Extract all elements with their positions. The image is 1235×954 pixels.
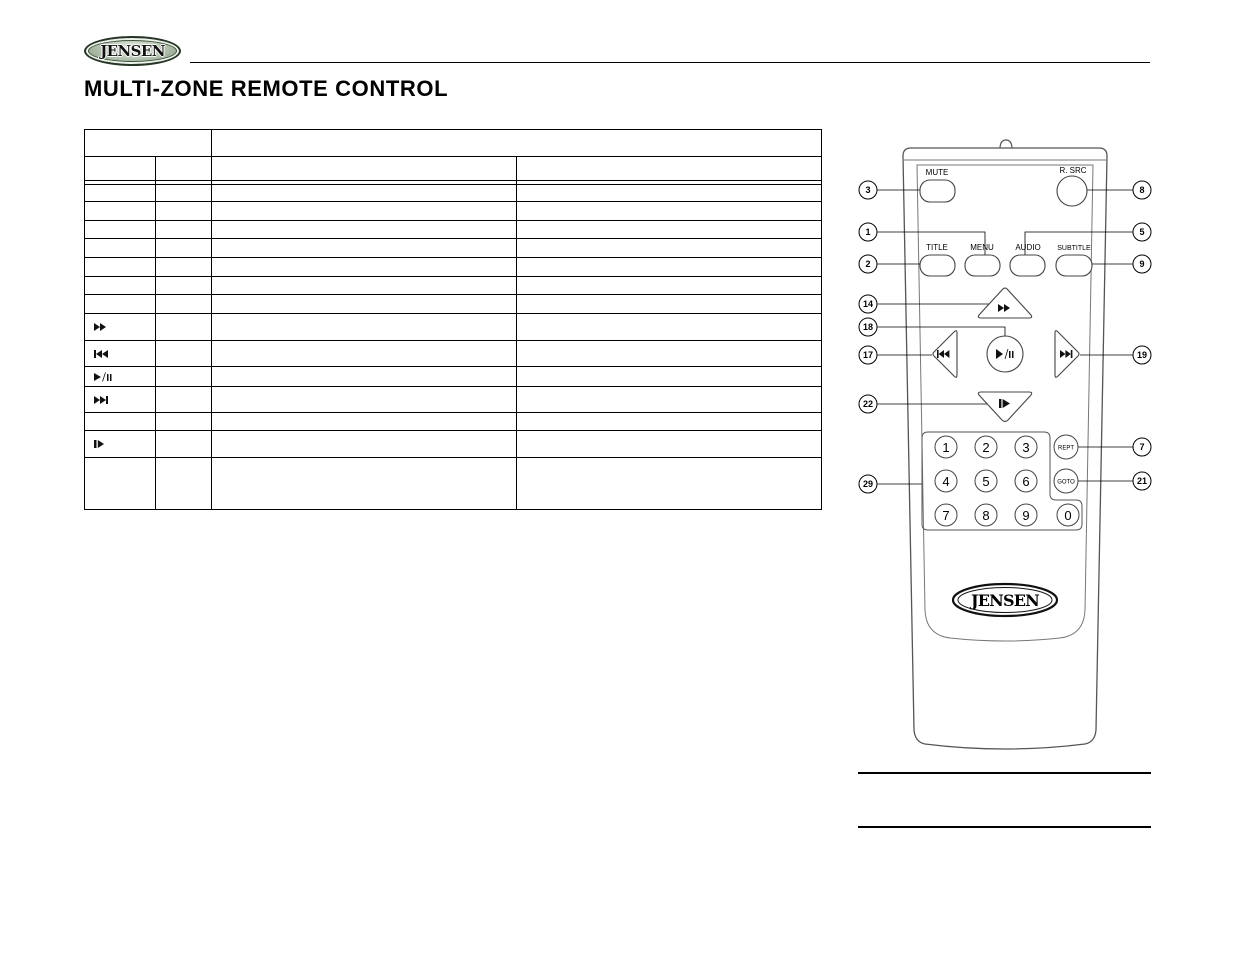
digit-3-label: 3 (1022, 440, 1030, 455)
note-rule-top (858, 772, 1151, 774)
digit-8-label: 8 (982, 508, 990, 523)
key-cell (85, 341, 156, 367)
callout-play-pause: 18 (862, 322, 874, 333)
key-cell (85, 202, 156, 221)
play-pause-icon (94, 372, 114, 382)
mute-button (920, 180, 955, 202)
play-pause-button (987, 336, 1023, 372)
digit-0-label: 0 (1064, 508, 1072, 523)
zone-cell (156, 239, 212, 258)
function-cell (212, 413, 517, 431)
table-row (85, 202, 822, 221)
description-cell (517, 221, 822, 239)
title-label: TITLE (926, 243, 948, 252)
repeat-label: REPT (1057, 445, 1075, 452)
description-cell (517, 367, 822, 387)
table-row (85, 239, 822, 258)
zone-cell (156, 277, 212, 295)
function-cell (212, 239, 517, 258)
zone-cell (156, 202, 212, 221)
table-row (85, 413, 822, 431)
key-cell (85, 277, 156, 295)
table-header-cell (85, 130, 212, 157)
function-cell (212, 277, 517, 295)
table-subheader-cell (156, 157, 212, 181)
zone-cell (156, 185, 212, 202)
table-row (85, 295, 822, 314)
callout-title: 2 (865, 259, 871, 270)
table-header-cell (212, 130, 822, 157)
table-body (85, 181, 822, 510)
menu-button (965, 255, 1000, 276)
callout-rear-source: 8 (1139, 185, 1145, 196)
table-header-row (85, 130, 822, 157)
subtitle-button (1056, 255, 1092, 276)
description-cell (517, 341, 822, 367)
digit-5-label: 5 (982, 474, 990, 489)
rear-source-button (1057, 176, 1087, 206)
zone-cell (156, 431, 212, 458)
remote-logo: JENSEN (971, 591, 1039, 610)
function-cell (212, 387, 517, 413)
slow-motion-icon (94, 439, 114, 449)
function-cell (212, 458, 517, 510)
rear-source-label: R. SRC (1059, 166, 1087, 175)
table-row (85, 185, 822, 202)
previous-track-icon (94, 349, 114, 359)
remote-control-diagram (830, 130, 1165, 770)
title-button (920, 255, 955, 276)
function-cell (212, 185, 517, 202)
menu-label: MENU (970, 243, 994, 252)
key-cell (85, 314, 156, 341)
audio-label: AUDIO (1015, 243, 1041, 252)
key-cell (85, 387, 156, 413)
callout-mute: 3 (865, 185, 871, 196)
key-cell (85, 258, 156, 277)
callout-fast-forward: 14 (862, 299, 874, 310)
description-cell (517, 413, 822, 431)
key-cell (85, 431, 156, 458)
note-rule-bottom (858, 826, 1151, 828)
callout-menu: 1 (865, 227, 871, 238)
table-subheader-row (85, 157, 822, 181)
key-cell (85, 295, 156, 314)
zone-cell (156, 458, 212, 510)
remote-function-table (84, 129, 822, 510)
goto-label: GOTO (1057, 479, 1075, 486)
table-row (85, 221, 822, 239)
function-cell (212, 341, 517, 367)
callout-keypad: 29 (862, 479, 874, 490)
description-cell (517, 295, 822, 314)
fast-forward-icon (94, 322, 114, 332)
description-cell (517, 258, 822, 277)
description-cell (517, 387, 822, 413)
digit-7-label: 7 (942, 508, 950, 523)
page-title: MULTI-ZONE REMOTE CONTROL (84, 76, 449, 101)
zone-cell (156, 413, 212, 431)
key-cell (85, 367, 156, 387)
mute-label: MUTE (925, 168, 949, 177)
table-row (85, 387, 822, 413)
function-cell (212, 431, 517, 458)
table-subheader-cell (517, 157, 822, 181)
zone-cell (156, 258, 212, 277)
key-cell (85, 239, 156, 258)
zone-cell (156, 367, 212, 387)
table-row (85, 367, 822, 387)
callout-slow: 22 (862, 399, 874, 410)
key-cell (85, 185, 156, 202)
table-row (85, 431, 822, 458)
table-subheader-cell (212, 157, 517, 181)
function-cell (212, 221, 517, 239)
callout-goto: 21 (1136, 476, 1148, 487)
description-cell (517, 202, 822, 221)
next-track-icon (94, 395, 114, 405)
digit-1-label: 1 (942, 440, 950, 455)
description-cell (517, 431, 822, 458)
callout-audio: 5 (1139, 227, 1145, 238)
table-row (85, 277, 822, 295)
function-cell (212, 295, 517, 314)
zone-cell (156, 295, 212, 314)
jensen-logo: JENSEN (84, 36, 181, 66)
table-subheader-cell (85, 157, 156, 181)
audio-button (1010, 255, 1045, 276)
subtitle-label: SUBTITLE (1057, 245, 1091, 252)
digit-2-label: 2 (982, 440, 990, 455)
function-cell (212, 314, 517, 341)
function-cell (212, 258, 517, 277)
table-row (85, 314, 822, 341)
table-row (85, 258, 822, 277)
key-cell (85, 413, 156, 431)
description-cell (517, 239, 822, 258)
callout-subtitle: 9 (1139, 259, 1145, 270)
digit-4-label: 4 (942, 474, 950, 489)
description-cell (517, 277, 822, 295)
description-cell (517, 185, 822, 202)
callout-repeat: 7 (1139, 442, 1145, 453)
callout-previous: 17 (862, 350, 874, 361)
zone-cell (156, 221, 212, 239)
zone-cell (156, 387, 212, 413)
function-cell (212, 367, 517, 387)
key-cell (85, 221, 156, 239)
header-rule (190, 62, 1150, 63)
key-cell (85, 458, 156, 510)
function-cell (212, 202, 517, 221)
table-row (85, 341, 822, 367)
digit-6-label: 6 (1022, 474, 1030, 489)
zone-cell (156, 314, 212, 341)
callout-next: 19 (1136, 350, 1148, 361)
description-cell (517, 458, 822, 510)
zone-cell (156, 341, 212, 367)
description-cell (517, 314, 822, 341)
table-row (85, 458, 822, 510)
digit-9-label: 9 (1022, 508, 1030, 523)
